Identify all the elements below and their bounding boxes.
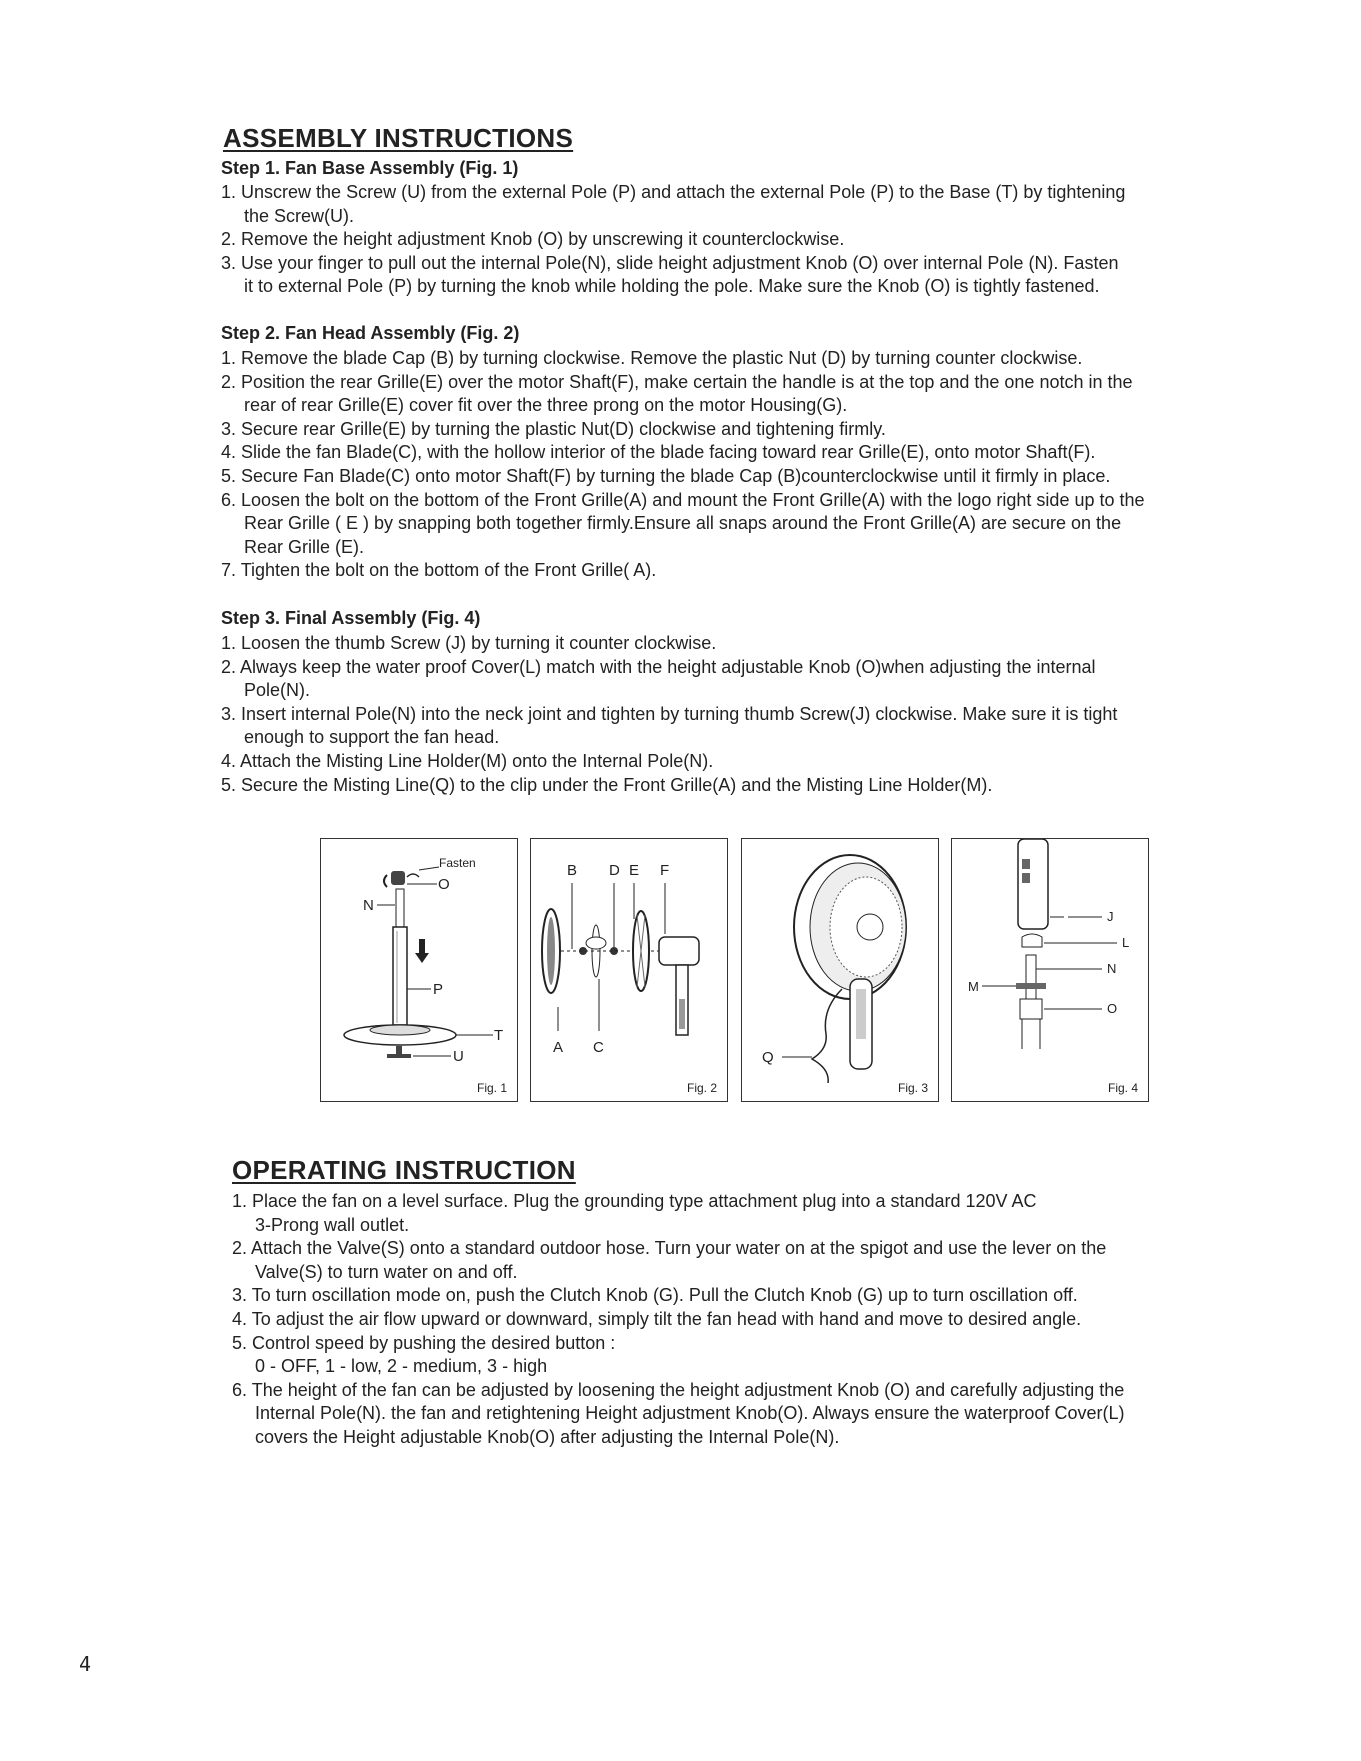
item-text: Control speed by pushing the desired button : xyxy=(252,1332,616,1353)
figure-2-caption: Fig. 2 xyxy=(686,1081,717,1095)
figure-4 xyxy=(951,838,1149,1102)
list-item xyxy=(232,1332,1252,1379)
item-continuation: covers the Height adjustable Knob(O) after adjusting the Internal Pole(N). xyxy=(255,1426,840,1447)
item-text: Remove the blade Cap (B) by turning clockwise. Remove the plastic Nut (D) by turning counter clockwise. xyxy=(241,348,1083,368)
step1-list xyxy=(221,181,1241,299)
item-text: Attach the Valve(S) onto a standard outdoor hose. Turn your water on at the spigot and use the lever on the xyxy=(251,1238,1107,1259)
item-number: 4. xyxy=(232,1308,248,1329)
item-continuation: it to external Pole (P) by turning the knob while holding the pole. Make sure the Knob (O) is tightly fastened. xyxy=(244,276,1100,297)
step2-list xyxy=(221,347,1251,583)
item-text: Secure rear Grille(E) by turning the plastic Nut(D) clockwise and tightening firmly. xyxy=(241,418,886,439)
item-number: 6. xyxy=(221,489,237,510)
figure-3 xyxy=(741,838,939,1102)
item-number: 6. xyxy=(232,1379,248,1400)
list-item xyxy=(221,632,1241,656)
label-j: J xyxy=(1107,909,1114,924)
item-number: 3. xyxy=(221,703,237,724)
item-number: 5. xyxy=(221,774,237,795)
item-text: Tighten the bolt on the bottom of the Front Grille( A). xyxy=(240,560,657,581)
item-text: Unscrew the Screw (U) from the external Pole (P) and attach the external Pole (P) to the Base (T) by tightening xyxy=(241,182,1126,202)
list-item xyxy=(232,1379,1252,1450)
operating-title: OPERATING INSTRUCTION xyxy=(232,1155,576,1185)
item-text: Use your finger to pull out the internal Pole(N), slide height adjustment Knob (O) over internal Pole (N). Fasten xyxy=(241,252,1119,273)
operating-list xyxy=(232,1190,1252,1450)
figure-1 xyxy=(320,838,518,1102)
figure-3-caption: Fig. 3 xyxy=(897,1081,928,1095)
list-item xyxy=(221,418,1251,442)
list-item xyxy=(221,559,1251,583)
step3-list xyxy=(221,632,1241,797)
assembled-head-diagram xyxy=(742,839,940,1103)
list-item xyxy=(221,703,1241,750)
item-number: 1. xyxy=(232,1191,248,1211)
step1-title: Step 1. Fan Base Assembly (Fig. 1) xyxy=(221,158,519,178)
final-assembly-diagram xyxy=(952,839,1150,1103)
fan-head-diagram xyxy=(531,839,729,1103)
step3-title: Step 3. Final Assembly (Fig. 4) xyxy=(221,608,481,628)
item-text: Loosen the bolt on the bottom of the Front Grille(A) and mount the Front Grille(A) with the logo right side up to the xyxy=(241,489,1145,510)
item-text: Always keep the water proof Cover(L) match with the height adjustable Knob (O)when adjusting the internal xyxy=(240,656,1096,677)
item-number: 1. xyxy=(221,182,237,202)
item-continuation: Rear Grille ( E ) by snapping both together firmly.Ensure all snaps around the Front Grille(A) are secure on the xyxy=(244,513,1122,534)
list-item xyxy=(232,1284,1252,1308)
item-number: 5. xyxy=(232,1332,248,1353)
label-d: D xyxy=(609,862,620,879)
item-continuation: Internal Pole(N). the fan and retightening Height adjustment Knob(O). Always ensure the waterproof Cover(L) xyxy=(255,1403,1125,1424)
list-item xyxy=(221,371,1251,418)
item-text: To adjust the air flow upward or downward, simply tilt the fan head with hand and move to desired angle. xyxy=(251,1308,1082,1329)
figure-1-caption: Fig. 1 xyxy=(476,1081,507,1095)
item-continuation: Pole(N). xyxy=(244,680,311,701)
label-o4: O xyxy=(1107,1001,1118,1016)
item-number: 4. xyxy=(221,442,237,463)
figure-2 xyxy=(530,838,728,1102)
item-number: 1. xyxy=(221,633,237,653)
label-a: A xyxy=(553,1039,564,1056)
item-number: 2. xyxy=(221,229,237,250)
item-number: 2. xyxy=(221,371,237,392)
list-item xyxy=(221,252,1241,299)
item-continuation: the Screw(U). xyxy=(244,205,355,226)
page-number: 4 xyxy=(79,1652,92,1676)
item-text: Remove the height adjustment Knob (O) by unscrewing it counterclockwise. xyxy=(241,229,845,250)
label-u: U xyxy=(453,1048,464,1065)
item-number: 2. xyxy=(221,656,237,677)
step2-title: Step 2. Fan Head Assembly (Fig. 2) xyxy=(221,323,520,343)
item-text: Attach the Misting Line Holder(M) onto the Internal Pole(N). xyxy=(240,750,714,771)
item-continuation: rear of rear Grille(E) cover fit over the three prong on the motor Housing(G). xyxy=(244,395,848,416)
list-item xyxy=(221,347,1251,371)
assembly-title: ASSEMBLY INSTRUCTIONS xyxy=(223,123,574,153)
list-item xyxy=(221,228,1241,252)
label-p: P xyxy=(433,981,444,998)
list-item xyxy=(221,774,1241,798)
item-text: Loosen the thumb Screw (J) by turning it counter clockwise. xyxy=(241,633,717,653)
label-q: Q xyxy=(762,1049,774,1066)
item-number: 1. xyxy=(221,348,237,368)
item-number: 3. xyxy=(221,252,237,273)
item-continuation: 0 - OFF, 1 - low, 2 - medium, 3 - high xyxy=(255,1356,548,1377)
item-text: Insert internal Pole(N) into the neck joint and tighten by turning thumb Screw(J) clockwise. Make sure it is tight xyxy=(241,703,1118,724)
item-number: 3. xyxy=(221,418,237,439)
item-number: 4. xyxy=(221,750,237,771)
item-text: Position the rear Grille(E) over the motor Shaft(F), make certain the handle is at the top and the one notch in the xyxy=(241,371,1133,392)
figure-4-caption: Fig. 4 xyxy=(1107,1081,1138,1095)
label-t: T xyxy=(494,1027,504,1044)
item-text: The height of the fan can be adjusted by loosening the height adjustment Knob (O) and carefully adjusting the xyxy=(251,1379,1125,1400)
label-c: C xyxy=(593,1039,604,1056)
fan-base-diagram xyxy=(321,839,519,1103)
list-item xyxy=(221,656,1241,703)
item-continuation: Rear Grille (E). xyxy=(244,536,365,557)
label-o: O xyxy=(438,876,450,893)
label-n: N xyxy=(363,897,374,914)
list-item xyxy=(221,181,1241,228)
item-text: Slide the fan Blade(C), with the hollow interior of the blade facing toward rear Grille(E), onto motor Shaft(F). xyxy=(241,442,1096,463)
label-n4: N xyxy=(1107,961,1117,976)
label-e: E xyxy=(629,862,640,879)
label-m: M xyxy=(968,979,979,994)
item-continuation: enough to support the fan head. xyxy=(244,727,500,748)
label-l: L xyxy=(1122,935,1130,950)
label-b: B xyxy=(567,862,578,879)
list-item xyxy=(221,441,1251,465)
label-f: F xyxy=(660,862,670,879)
item-continuation: Valve(S) to turn water on and off. xyxy=(255,1261,518,1282)
list-item xyxy=(221,465,1251,489)
item-text: Place the fan on a level surface. Plug the grounding type attachment plug into a standard 120V AC xyxy=(252,1191,1037,1211)
item-number: 7. xyxy=(221,560,237,581)
list-item xyxy=(232,1237,1252,1284)
item-number: 2. xyxy=(232,1238,248,1259)
label-fasten: Fasten xyxy=(439,856,476,870)
list-item xyxy=(232,1308,1252,1332)
item-continuation: 3-Prong wall outlet. xyxy=(255,1214,410,1235)
list-item xyxy=(221,750,1241,774)
list-item xyxy=(221,489,1251,560)
item-text: Secure the Misting Line(Q) to the clip under the Front Grille(A) and the Misting Line Holder(M). xyxy=(241,774,993,795)
item-text: To turn oscillation mode on, push the Clutch Knob (G). Pull the Clutch Knob (G) up to turn oscillation off. xyxy=(251,1285,1078,1306)
list-item xyxy=(232,1190,1252,1237)
item-text: Secure Fan Blade(C) onto motor Shaft(F) by turning the blade Cap (B)counterclockwise until it firmly in place. xyxy=(241,465,1111,486)
item-number: 3. xyxy=(232,1285,248,1306)
item-number: 5. xyxy=(221,465,237,486)
